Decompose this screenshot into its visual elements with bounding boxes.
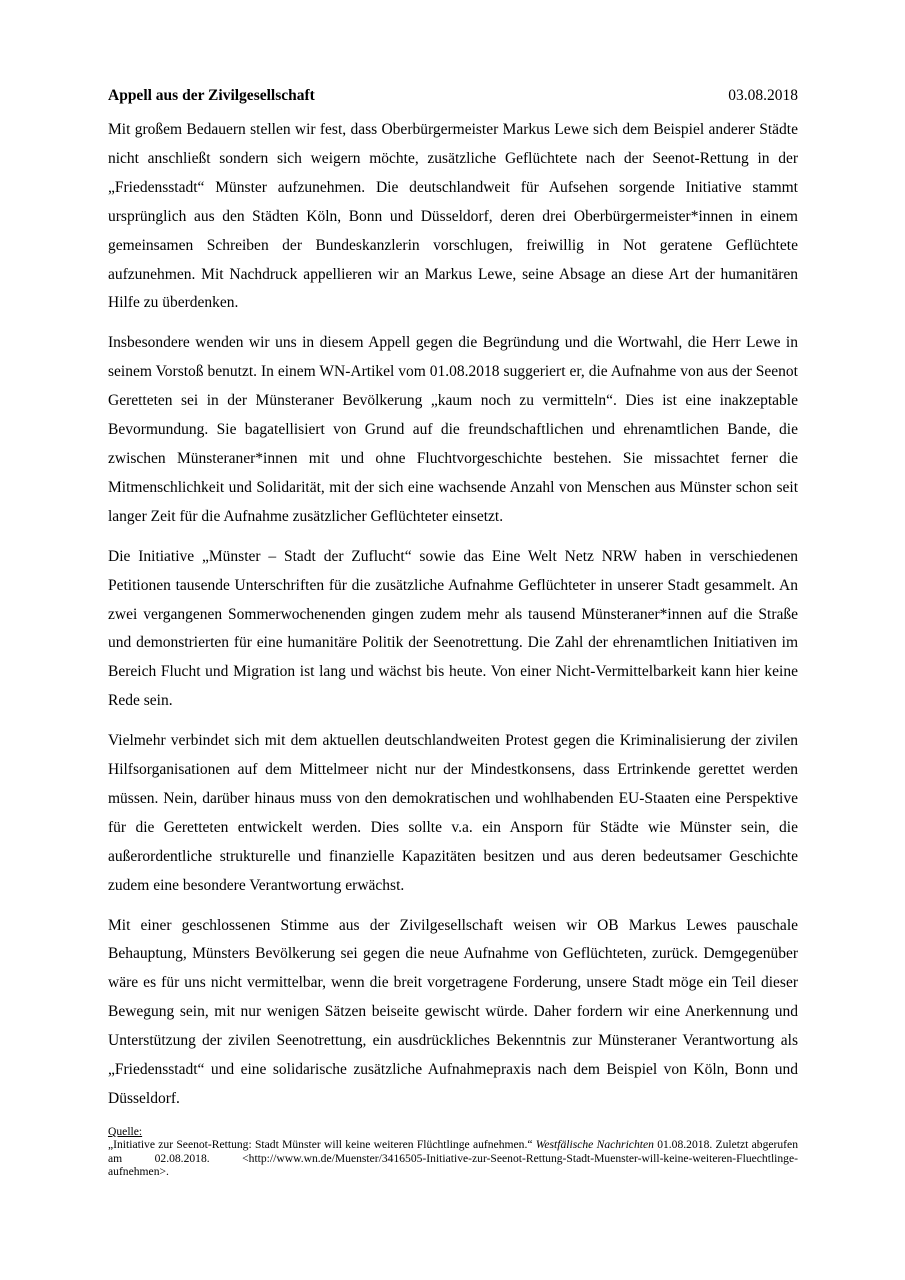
- document-header: [108, 86, 798, 106]
- paragraph-1: Mit großem Bedauern stellen wir fest, dass Oberbürgermeister Markus Lewe sich dem Beispiel anderer Städte nicht anschließt sondern sich weigern möchte, zusätzliche Geflüchtete nach der Seenot-Rettung in der „Friedensstadt“ Münster aufzunehmen. Die deutschlandweit für Aufsehen sorgende Initiative stammt ursprünglich aus den Städten Köln, Bonn und Düsseldorf, deren drei Oberbürgermeister*innen in einem gemeinsamen Schreiben der Bundeskanzlerin vorschlugen, freiwillig in Not geratene Geflüchtete aufzunehmen. Mit Nachdruck appellieren wir an Markus Lewe, seine Absage an diese Art der humanitären Hilfe zu überdenken.: [108, 121, 798, 312]
- document-title: Appell aus der Zivilgesellschaft: [108, 87, 315, 104]
- paragraph-5: Mit einer geschlossenen Stimme aus der Zivilgesellschaft weisen wir OB Markus Lewes pauschale Behauptung, Münsters Bevölkerung sei gegen die neue Aufnahme von Geflüchteten, zurück. Demgegenüber wäre es für uns nicht vermittelbar, wenn die breit vorgetragene Forderung, unsere Stadt möge ein Teil dieser Bewegung sein, mit nur wenigen Sätzen beiseite gewischt würde. Daher fordern wir eine Anerkennung und Unterstützung der zivilen Seenotrettung, ein ausdrückliches Bekenntnis zur Münsteraner Verantwortung als „Friedensstadt“ und eine solidarische zusätzliche Aufnahmepraxis nach dem Beispiel von Köln, Bonn und Düsseldorf.: [108, 916, 798, 1107]
- citation-publication: Westfälische Nachrichten: [535, 1138, 654, 1152]
- paragraph-4: Vielmehr verbindet sich mit dem aktuellen deutschlandweiten Protest gegen die Kriminalisierung der zivilen Hilfsorganisationen auf dem Mittelmeer nicht nur der Mindestkonsens, dass Ertrinkende gerettet werden müssen. Nein, darüber hinaus muss von den demokratischen und wohlhabenden EU-Staaten eine Perspektive für die Geretteten entwickelt werden. Dies sollte v.a. ein Ansporn für Städte wie Münster sein, die außerordentliche strukturelle und finanzielle Kapazitäten besitzen und aus deren bedeutsamer Geschichte zudem eine besondere Verantwortung erwächst.: [108, 732, 798, 894]
- document-page: [108, 86, 798, 1179]
- citation-details: 01.08.2018. Zuletzt abgerufen am 02.08.2018. <http://www.wn.de/Muenster/3416505-Initiative-zur-Seenot-Rettung-Stadt-Muenster-will-keine-weiteren-Fluechtlinge-aufnehmen>.: [108, 1138, 798, 1179]
- paragraph-2: Insbesondere wenden wir uns in diesem Appell gegen die Begründung und die Wortwahl, die Herr Lewe in seinem Vorstoß benutzt. In einem WN-Artikel vom 01.08.2018 suggeriert er, die Aufnahme von aus der Seenot Geretteten sei in der Münsteraner Bevölkerung „kaum noch zu vermitteln“. Dies ist eine inakzeptable Bevormundung. Sie bagatellisiert von Grund auf die freundschaftlichen und ehrenamtlichen Bande, die zwischen Münsteraner*innen mit und ohne Fluchtvorgeschichte bestehen. Sie missachtet ferner die Mitmenschlichkeit und Solidarität, mit der sich eine wachsende Anzahl von Menschen aus Münster schon seit langer Zeit für die Aufnahme zusätzlicher Geflüchteter einsetzt.: [108, 334, 798, 525]
- source-footnote: [108, 1125, 798, 1179]
- source-label: Quelle:: [108, 1124, 143, 1138]
- document-date: 03.08.2018: [728, 87, 798, 104]
- citation-title: „Initiative zur Seenot-Rettung: Stadt Münster will keine weiteren Flüchtlinge aufnehmen.“: [108, 1138, 533, 1152]
- paragraph-3: Die Initiative „Münster – Stadt der Zuflucht“ sowie das Eine Welt Netz NRW haben in verschiedenen Petitionen tausende Unterschriften für die zusätzliche Aufnahme Geflüchteter in unserer Stadt gesammelt. An zwei vergangenen Sommerwochenenden gingen zudem mehr als tausend Münsteraner*innen auf die Straße und demonstrierten für eine humanitäre Politik der Seenotrettung. Die Zahl der ehrenamtlichen Initiativen im Bereich Flucht und Migration ist lang und wächst bis heute. Von einer Nicht-Vermittelbarkeit kann hier keine Rede sein.: [108, 547, 798, 710]
- source-citation: [108, 1138, 798, 1179]
